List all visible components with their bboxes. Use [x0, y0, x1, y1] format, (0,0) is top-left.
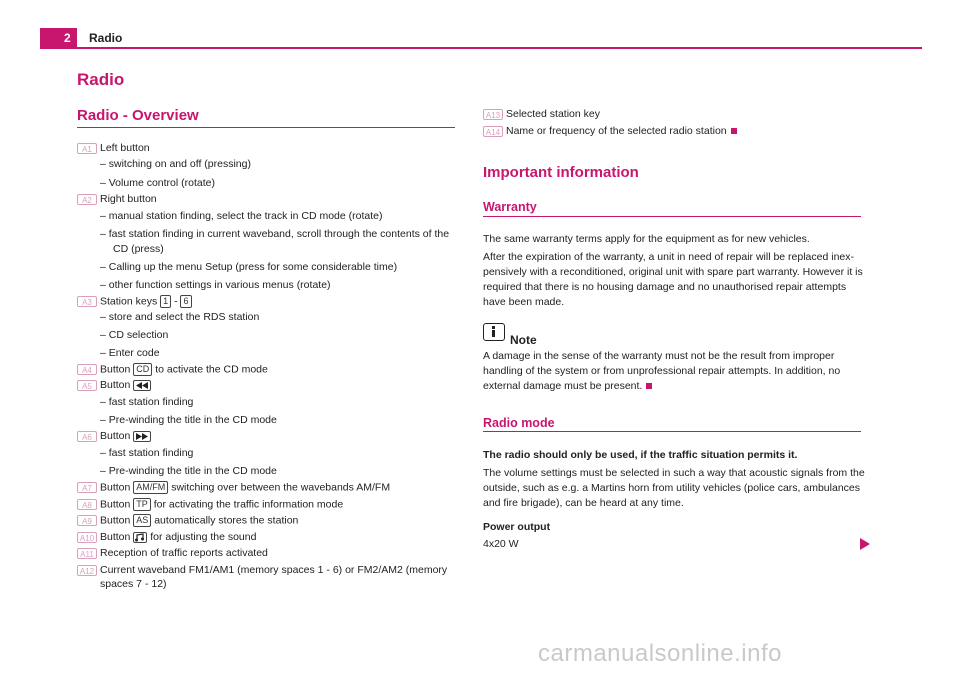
marker-a14: A14: [483, 126, 503, 137]
sound-icon: [133, 532, 147, 543]
station-keys-label: Station keys: [100, 295, 158, 308]
power-output-value: 4x20 W: [483, 538, 519, 550]
item-right-button: Right button: [100, 193, 157, 205]
warranty-p1: The same warranty terms apply for the equipment as for new vehicles.: [483, 233, 810, 245]
sub-line: – Calling up the menu Setup (press for some considerable time): [100, 261, 398, 273]
item-station-keys: [100, 295, 192, 308]
key-1: 1: [160, 295, 171, 308]
sub-line: – Enter code: [100, 347, 160, 359]
item-cd-button: [100, 363, 268, 376]
item-desc: for activating the traffic information mode: [153, 498, 344, 511]
note-line-3-text: external damage must be present.: [483, 380, 643, 392]
header-rule: [40, 47, 922, 49]
radio-mode-title: Radio mode: [483, 416, 555, 430]
sub-line: – Pre-winding the title in the CD mode: [100, 414, 277, 426]
item-desc: for adjusting the sound: [150, 531, 257, 543]
sub-line: – Volume control (rotate): [100, 177, 215, 189]
sub-line: – other function settings in various menus (rotate): [100, 279, 331, 291]
radio-mode-warning: The radio should only be used, if the traffic situation permits it.: [483, 449, 798, 461]
overview-title: Radio - Overview: [77, 107, 199, 124]
item-selected-key: Selected station key: [506, 108, 600, 120]
marker-a10: A10: [77, 532, 97, 543]
important-title: Important information: [483, 164, 639, 181]
sub-line: – fast station finding: [100, 396, 194, 408]
warranty-p2-l3: required that there is no housing damage and no unauthorised repair attempts: [483, 281, 847, 293]
radio-mode-rule: [483, 431, 861, 432]
marker-a8: A8: [77, 499, 97, 510]
next-page-arrow-icon[interactable]: [860, 538, 870, 550]
button-word: Button: [100, 430, 131, 442]
sub-line: – fast station finding: [100, 447, 194, 459]
item-as-button: [100, 514, 298, 527]
sub-line: – CD selection: [100, 329, 169, 341]
button-word: Button: [100, 481, 131, 494]
note-line-1: A damage in the sense of the warranty must not be the result from improper: [483, 350, 835, 362]
note-line-3: [483, 380, 652, 393]
marker-a2: A2: [77, 194, 97, 205]
button-word: Button: [100, 363, 131, 376]
note-label: Note: [510, 333, 537, 347]
end-marker: [646, 383, 652, 389]
marker-a5: A5: [77, 380, 97, 391]
marker-a11: A11: [77, 548, 97, 559]
button-word: Button: [100, 514, 131, 527]
end-marker: [731, 128, 737, 134]
sub-line: – manual station finding, select the track in CD mode (rotate): [100, 210, 383, 222]
item-sound-button: [100, 531, 256, 544]
key-6: 6: [180, 295, 191, 308]
item-tp-button: [100, 498, 343, 511]
sub-line: – switching on and off (pressing): [100, 158, 251, 170]
radio-mode-line-2: outside, such as e.g. a Martins horn from utility vehicles (police cars, ambulances: [483, 482, 861, 494]
item-desc: Name or frequency of the selected radio station: [506, 125, 727, 137]
watermark: carmanualsonline.info: [538, 640, 782, 667]
header-tab: [40, 28, 77, 48]
item-left-button: Left button: [100, 142, 150, 154]
key-cd: CD: [133, 363, 152, 376]
marker-a7: A7: [77, 482, 97, 493]
item-desc: to activate the CD mode: [155, 363, 268, 376]
item-waveband-cont: spaces 7 - 12): [100, 578, 167, 590]
radio-mode-line-1: The volume settings must be selected in such a way that acoustic signals from the: [483, 467, 865, 479]
sub-line: – Pre-winding the title in the CD mode: [100, 465, 277, 477]
item-forward-button: [100, 430, 151, 443]
sub-line: – fast station finding in current waveband, scroll through the contents of the: [100, 228, 450, 240]
warranty-p2-l2: pensively with a reconditioned, original unit with spare part warranty. However it is: [483, 266, 863, 278]
page-number: 2: [64, 31, 71, 45]
note-icon: [483, 323, 505, 341]
radio-mode-line-3: and fire brigade), can be heard at any time.: [483, 497, 684, 509]
item-desc: automatically stores the station: [154, 514, 299, 527]
fast-forward-icon: [133, 431, 151, 442]
warranty-title: Warranty: [483, 200, 537, 214]
key-as: AS: [133, 514, 151, 527]
rewind-icon: [133, 380, 151, 391]
sub-line: CD (press): [113, 243, 164, 255]
marker-a12: A12: [77, 565, 97, 576]
sub-line: – store and select the RDS station: [100, 311, 260, 323]
button-word: Button: [100, 379, 131, 391]
key-tp: TP: [133, 498, 151, 511]
header-title: Radio: [89, 31, 123, 45]
key-amfm: AM/FM: [133, 481, 168, 494]
key-dash: -: [174, 295, 178, 308]
marker-a6: A6: [77, 431, 97, 442]
marker-a9: A9: [77, 515, 97, 526]
marker-a1: A1: [77, 143, 97, 154]
item-amfm-button: [100, 481, 390, 494]
item-desc: switching over between the wavebands AM/FM: [171, 481, 391, 494]
warranty-p2-l1: After the expiration of the warranty, a unit in need of repair will be replaced inex-: [483, 251, 855, 263]
section-title: Radio: [77, 70, 125, 89]
overview-rule: [77, 127, 455, 128]
button-word: Button: [100, 498, 131, 511]
warranty-p2-l4: have been made.: [483, 296, 565, 308]
item-traffic-reports: Reception of traffic reports activated: [100, 547, 268, 559]
item-rewind-button: [100, 379, 151, 392]
button-word: Button: [100, 531, 131, 543]
marker-a4: A4: [77, 364, 97, 375]
note-line-2: handling of the system or from unprofessional repair attempts. In addition, no: [483, 365, 841, 377]
marker-a3: A3: [77, 296, 97, 307]
item-waveband: Current waveband FM1/AM1 (memory spaces 1 - 6) or FM2/AM2 (memory: [100, 564, 448, 576]
marker-a13: A13: [483, 109, 503, 120]
power-output-label: Power output: [483, 521, 551, 533]
item-station-name: [506, 125, 737, 138]
warranty-rule: [483, 216, 861, 217]
